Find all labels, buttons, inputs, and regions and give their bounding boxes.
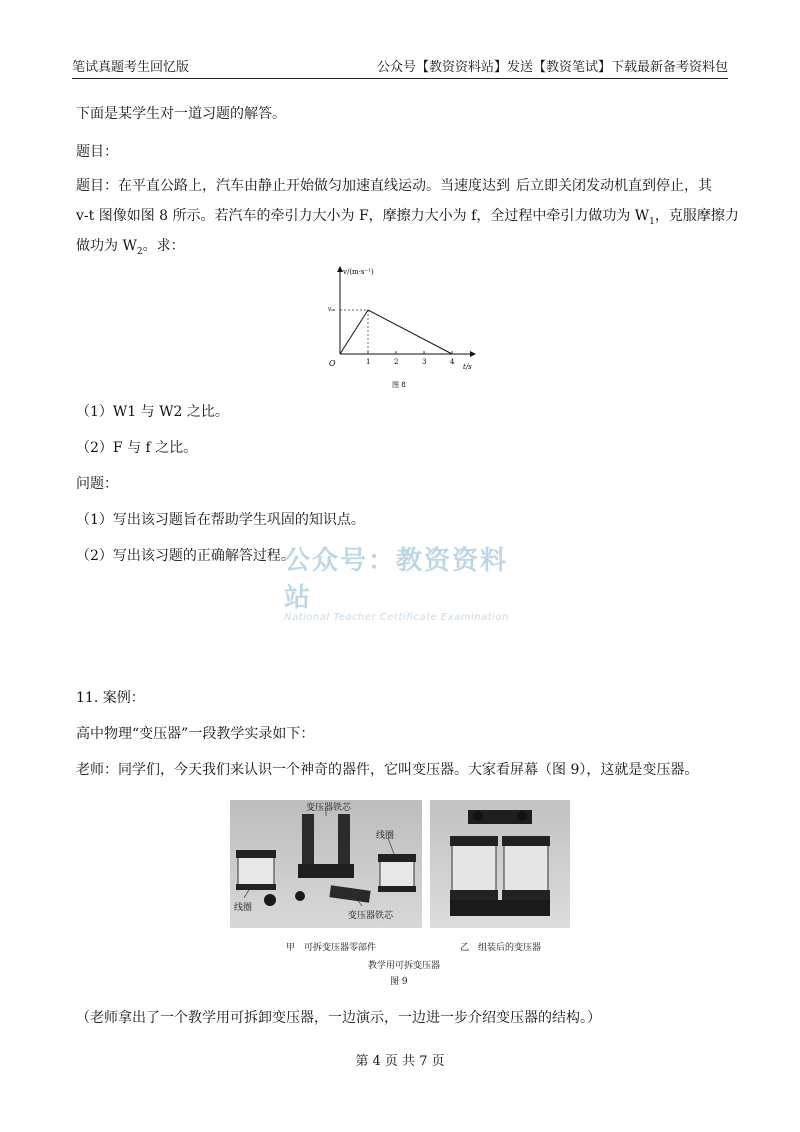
core-bar [329,885,370,902]
question-line-1a: 题目：在平直公路上，汽车由静止开始做匀加速直线运动。当速度达到 [76,178,510,194]
x-tick-label-3: 3 [422,358,427,366]
y-axis-label: v/(m·s⁻¹) [343,268,374,276]
assembled-coil-right-top [502,836,550,846]
coil-right-body [380,860,414,888]
coil-left-bottom [236,884,276,890]
question-line-3a: 做功为 W [76,238,137,254]
watermark-main: 公众号：教资资料站 [284,546,509,613]
label-core-top: 变压器铁芯 [306,803,352,813]
header-right: 公众号【教资资料站】发送【教资笔试】下载最新备考资料包 [376,60,728,75]
figure-8-vt-graph [320,262,480,392]
page-footer: 第 4 页 共 7 页 [355,1054,445,1069]
figure-8-caption: 图 8 [392,381,406,389]
x-tick-label-2: 2 [394,358,399,366]
assembled-base [450,900,550,916]
header-rule [72,78,728,79]
vm-label: vₘ [328,306,336,313]
problem-2: （2）写出该习题的正确解答过程。 [76,548,295,564]
sub-question-1: （1）W1 与 W2 之比。 [76,404,229,420]
knob-middle [295,891,305,901]
intro-text: 下面是某学生对一道习题的解答。 [76,106,286,122]
watermark-sub: National Teacher Certificate Examination [284,612,509,623]
header-left: 笔试真题考生回忆版 [72,60,190,75]
case-teacher-line: 老师：同学们，今天我们来认识一个神奇的器件，它叫变压器。大家看屏幕（图 9），这就是变压器。 [76,762,699,778]
assembled-coil-left [452,844,496,892]
core-u-left-arm [302,814,314,872]
core-u-right-arm [338,814,350,872]
caption-b: 乙 组装后的变压器 [460,943,542,953]
w1-subscript: 1 [649,216,655,227]
x-axis-label: t/s [463,363,472,371]
question-line-2b: ，克服摩擦力 [654,208,739,224]
question-line-2a: v-t 图像如图 8 所示。若汽车的牵引力大小为 F，摩擦力大小为 f，全过程中牵引力做功为 W [76,208,650,224]
assembled-knob-left [473,811,483,821]
question-line-1 [76,176,712,196]
coil-right-top [378,854,416,862]
question-line-1b: 后立即关闭发动机直到停止，其 [516,178,712,194]
problem-label: 问题： [76,476,118,492]
assembled-coil-left-top [450,836,498,846]
caption-a: 甲 可拆变压器零部件 [286,943,377,953]
photo-assembled-transformer [430,800,570,928]
assembled-coil-left-bottom [450,890,498,900]
x-tick-label-1: 1 [366,358,371,366]
question-label: 题目： [76,144,118,160]
sub-question-2: （2）F 与 f 之比。 [76,440,198,456]
assembled-knob-right [517,811,527,821]
case-title: 11. 案例： [76,690,145,706]
caption-main: 教学用可拆变压器 [368,961,441,971]
assembled-coil-right-bottom [502,890,550,900]
vt-line [340,310,452,354]
label-coil-left: 线圈 [234,903,253,913]
x-tick-label-4: 4 [450,358,455,366]
coil-right-bottom [378,886,416,892]
origin-label: O [329,359,336,368]
w2-subscript: 2 [136,246,143,257]
coil-left-top [236,850,276,858]
x-axis-arrow [470,351,476,357]
question-line-3b: 。求： [142,238,185,254]
label-core-bottom: 变压器铁芯 [348,911,394,921]
figure-9 [230,800,570,990]
caption-fig9: 图 9 [390,977,408,987]
case-intro: 高中物理“变压器”一段教学实录如下： [76,726,315,742]
closing-text: （老师拿出了一个教学用可拆卸变压器，一边演示，一边进一步介绍变压器的结构。） [76,1010,601,1026]
photo-transformer-parts [230,800,422,928]
assembled-coil-right [504,844,548,892]
transformer-parts-drawing [230,800,422,928]
core-u-base [298,864,354,878]
label-coil-right: 线圈 [376,831,395,841]
watermark [284,540,520,623]
problem-1: （1）写出该习题旨在帮助学生巩固的知识点。 [76,512,365,528]
question-line-2 [76,206,739,232]
coil-left-body [238,856,274,886]
assembled-transformer-drawing [430,800,570,928]
knob-left [264,894,276,906]
question-line-3 [76,236,185,262]
